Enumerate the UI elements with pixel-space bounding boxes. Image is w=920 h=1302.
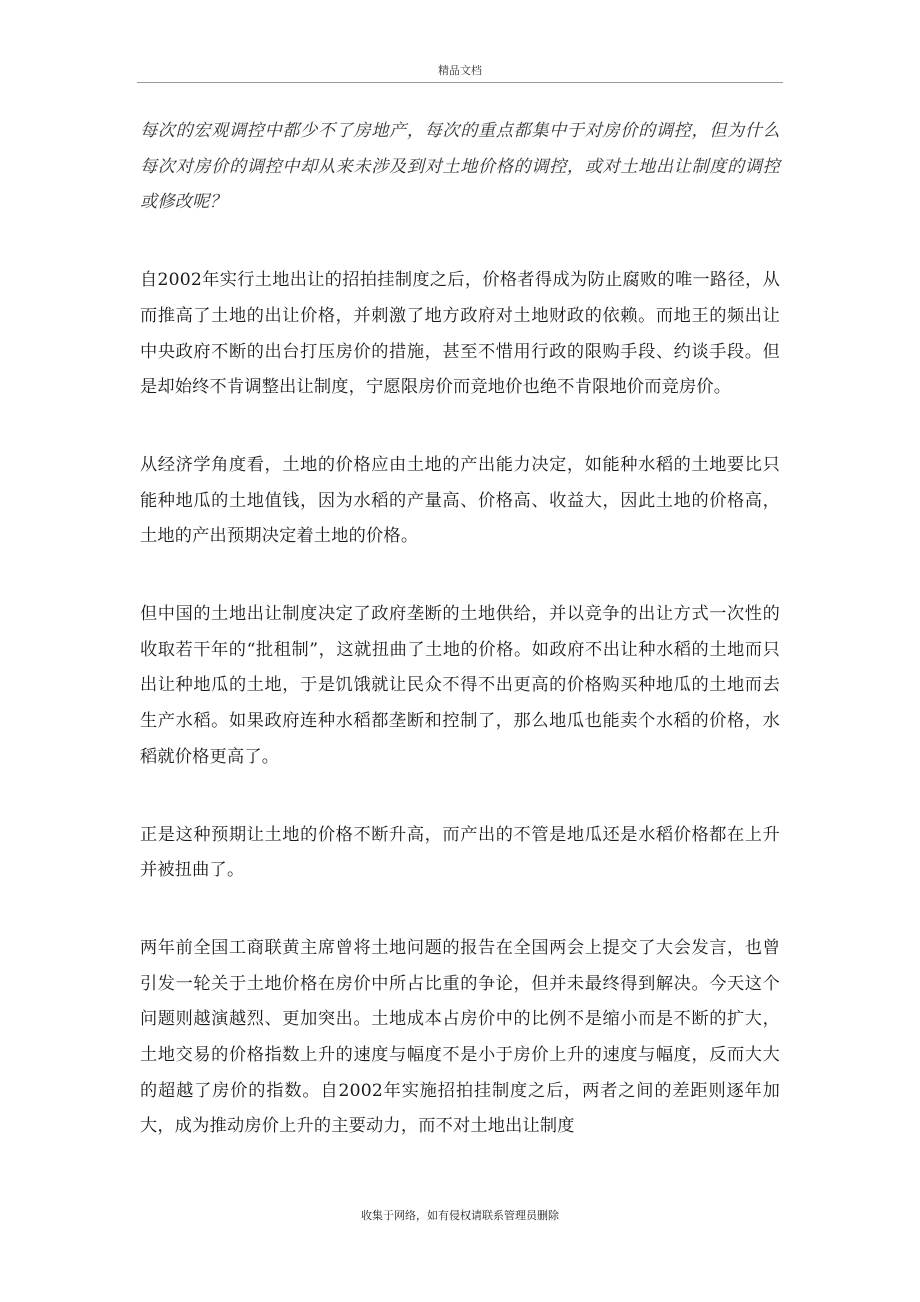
paragraph-price-expectation: 正是这种预期让土地的价格不断升高，而产出的不管是地瓜还是水稻价格都在上升并被扭曲了。 bbox=[140, 824, 780, 881]
paragraph-2002-auction-system: 自2002年实行土地出让的招拍挂制度之后，价格者得成为防止腐败的唯一路径，从而推高了土地的出让价格，并刺激了地方政府对土地财政的依赖。而地王的频出让中央政府不断的出台打压房价的措施，甚至不惜用行政的限购手段、约谈手段。但是却始终不肯调整出让制度，宁愿限房价而竞地价也绝不肯限地价而竞房价。 bbox=[140, 270, 780, 398]
paragraph-economics-view: 从经济学角度看，土地的价格应由土地的产出能力决定，如能种水稻的土地要比只能种地瓜的土地值钱，因为水稻的产量高、价格高、收益大，因此土地的价格高，土地的产出预期决定着土地的价格。 bbox=[140, 454, 780, 547]
page-footer: 收集于网络，如有侵权请联系管理员删除 bbox=[361, 1209, 559, 1222]
document-body bbox=[140, 114, 780, 1145]
paragraph-federation-report: 两年前全国工商联黄主席曾将土地问题的报告在全国两会上提交了大会发言，也曾引发一轮关于土地价格在房价中所占比重的争论，但并未最终得到解决。今天这个问题则越演越烈、更加突出。土地成本占房价中的比例不是缩小而是不断的扩大，土地交易的价格指数上升的速度与幅度不是小于房价上升的速度与幅度，反而大大的超越了房价的指数。自2002年实施招拍挂制度之后，两者之间的差距则逐年加大，成为推动房价上升的主要动力，而不对土地出让制度 bbox=[140, 937, 780, 1137]
paragraph-intro-question: 每次的宏观调控中都少不了房地产，每次的重点都集中于对房价的调控，但为什么每次对房价的调控中却从来未涉及到对土地价格的调控，或对土地出让制度的调控或修改呢？ bbox=[140, 121, 780, 213]
page-header: 精品文档 bbox=[438, 64, 482, 77]
header-divider bbox=[137, 82, 783, 83]
paragraph-land-monopoly: 但中国的土地出让制度决定了政府垄断的土地供给，并以竞争的出让方式一次性的收取若干年的“批租制”，这就扭曲了土地的价格。如政府不出让种水稻的土地而只出让种地瓜的土地，于是饥饿就让民众不得不出更高的价格购买种地瓜的土地而去生产水稻。如果政府连种水稻都垄断和控制了，那么地瓜也能卖个水稻的价格，水稻就价格更高了。 bbox=[140, 604, 780, 767]
